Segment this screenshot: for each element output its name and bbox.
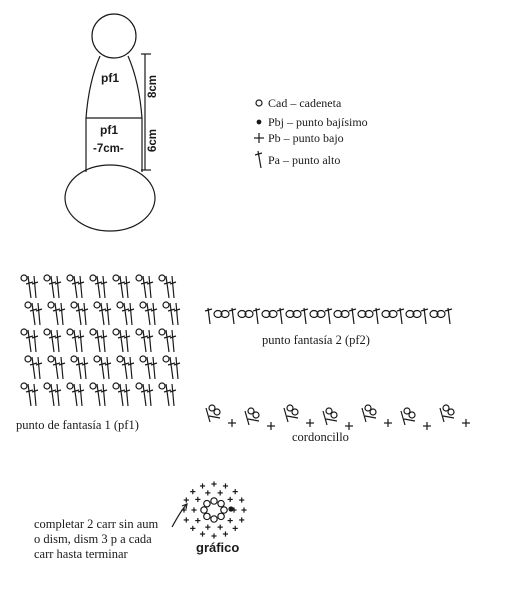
doll-base: [65, 165, 155, 231]
pf1-stitch: [159, 383, 176, 406]
chart-plus: [233, 489, 238, 494]
pf1-stitch: [25, 302, 42, 325]
chart-plus: [191, 507, 196, 512]
pf1-stitch: [90, 275, 107, 298]
chart-chain: [221, 507, 227, 513]
chart-chain: [211, 498, 217, 504]
pf1-stitch-grid: [21, 275, 180, 406]
pf1-stitch: [163, 356, 180, 379]
pf1-stitch: [117, 302, 134, 325]
pf2-stitch: [373, 308, 397, 324]
pf1-stitch: [21, 383, 38, 406]
chart-plus: [241, 507, 246, 512]
legend-double-crochet-text: Pa – punto alto: [268, 153, 341, 167]
pf1-stitch: [44, 383, 61, 406]
pf2-stitch-row: [205, 308, 452, 324]
legend-single-crochet-text: Pb – punto bajo: [268, 131, 344, 145]
chart-plus: [195, 497, 200, 502]
cordoncillo-stitch: [206, 405, 236, 427]
pf1-stitch: [90, 329, 107, 352]
legend-slip-stitch-text: Pbj – punto bajísimo: [268, 115, 368, 129]
cordoncillo-stitch: [284, 405, 314, 427]
doll-label-lower: pf1: [100, 123, 118, 137]
pf1-stitch: [67, 275, 84, 298]
legend-single-crochet: [254, 131, 344, 146]
pf1-caption: punto de fantasía 1 (pf1): [16, 418, 139, 432]
cordoncillo-stitch: [323, 408, 353, 430]
cordoncillo-stitch: [362, 405, 392, 427]
pf1-stitch: [140, 302, 157, 325]
pf1-stitch: [136, 383, 153, 406]
pf1-stitch: [21, 275, 38, 298]
cordoncillo-stitch: [401, 408, 431, 430]
chart-chain: [218, 500, 224, 506]
cordoncillo-stitch: [245, 408, 275, 430]
pf1-stitch: [94, 356, 111, 379]
dim-lower-label: 6cm: [147, 128, 159, 152]
chart-plus: [205, 525, 210, 530]
pf1-stitch: [136, 275, 153, 298]
grafico-note-line-1: completar 2 carr sin aum: [34, 517, 159, 531]
pf1-stitch: [44, 329, 61, 352]
cordoncillo-stitch: [440, 405, 470, 427]
pf2-stitch: [421, 308, 445, 324]
chart-chain: [201, 507, 207, 513]
pf2-caption: punto fantasía 2 (pf2): [262, 333, 370, 347]
chart-plus: [200, 531, 205, 536]
pf1-stitch: [67, 329, 84, 352]
chart-chain: [204, 513, 210, 519]
chart-chain: [204, 500, 210, 506]
grafico-label: gráfico: [196, 540, 240, 555]
chart-plus: [184, 497, 189, 502]
pf1-stitch: [140, 356, 157, 379]
round-chart: [181, 481, 246, 538]
chart-plus: [205, 490, 210, 495]
pf2-stitch: [397, 308, 421, 324]
pf1-stitch: [48, 302, 65, 325]
pf2-stitch: [445, 308, 452, 324]
legend-double-crochet: [254, 153, 340, 168]
pf1-stitch: [25, 356, 42, 379]
chart-plus: [239, 517, 244, 522]
chart-plus: [223, 531, 228, 536]
pf1-stitch: [117, 356, 134, 379]
pf1-stitch: [163, 302, 180, 325]
cordoncillo-stitch-row: [206, 405, 470, 430]
pf1-stitch: [71, 302, 88, 325]
chart-plus: [233, 526, 238, 531]
pf1-stitch: [113, 329, 130, 352]
doll-label-upper: pf1: [101, 71, 119, 85]
grafico-note-line-2: o dism, dism 3 p a cada: [34, 532, 152, 546]
legend-chain-text: Cad – cadeneta: [268, 96, 342, 110]
pf1-stitch: [136, 329, 153, 352]
cordoncillo-caption: cordoncillo: [292, 430, 349, 444]
pf1-stitch: [159, 329, 176, 352]
grafico-note: [34, 517, 158, 562]
pf2-stitch: [229, 308, 253, 324]
chart-plus: [218, 490, 223, 495]
chart-plus: [223, 483, 228, 488]
chart-chain: [218, 513, 224, 519]
chart-plus: [228, 497, 233, 502]
chart-plus: [218, 525, 223, 530]
legend-chain: [254, 96, 341, 111]
pf2-stitch: [277, 308, 301, 324]
pf2-stitch: [301, 308, 325, 324]
chart-plus: [211, 481, 216, 486]
pf1-stitch: [44, 275, 61, 298]
pf2-stitch: [253, 308, 277, 324]
chart-plus: [184, 517, 189, 522]
chart-plus: [190, 489, 195, 494]
pf2-stitch: [205, 308, 229, 324]
chart-chain: [211, 516, 217, 522]
pf1-stitch: [94, 302, 111, 325]
chart-plus: [190, 526, 195, 531]
pf1-stitch: [113, 275, 130, 298]
pf1-stitch: [48, 356, 65, 379]
grafico-note-line-3: carr hasta terminar: [34, 547, 128, 561]
pf1-stitch: [113, 383, 130, 406]
pf1-stitch: [71, 356, 88, 379]
doll-head: [92, 14, 136, 58]
chart-plus: [211, 533, 216, 538]
chart-plus: [195, 518, 200, 523]
legend-slip-stitch: [254, 115, 368, 130]
pf1-stitch: [67, 383, 84, 406]
dim-upper-label: 8cm: [147, 74, 159, 98]
chart-plus: [200, 483, 205, 488]
pf2-stitch: [349, 308, 373, 324]
chart-plus: [228, 518, 233, 523]
pf2-stitch: [325, 308, 349, 324]
pf1-stitch: [159, 275, 176, 298]
pf1-stitch: [21, 329, 38, 352]
chart-plus: [239, 497, 244, 502]
doll-width-label: -7cm-: [93, 143, 124, 155]
pf1-stitch: [90, 383, 107, 406]
note-arrow: [172, 505, 186, 527]
